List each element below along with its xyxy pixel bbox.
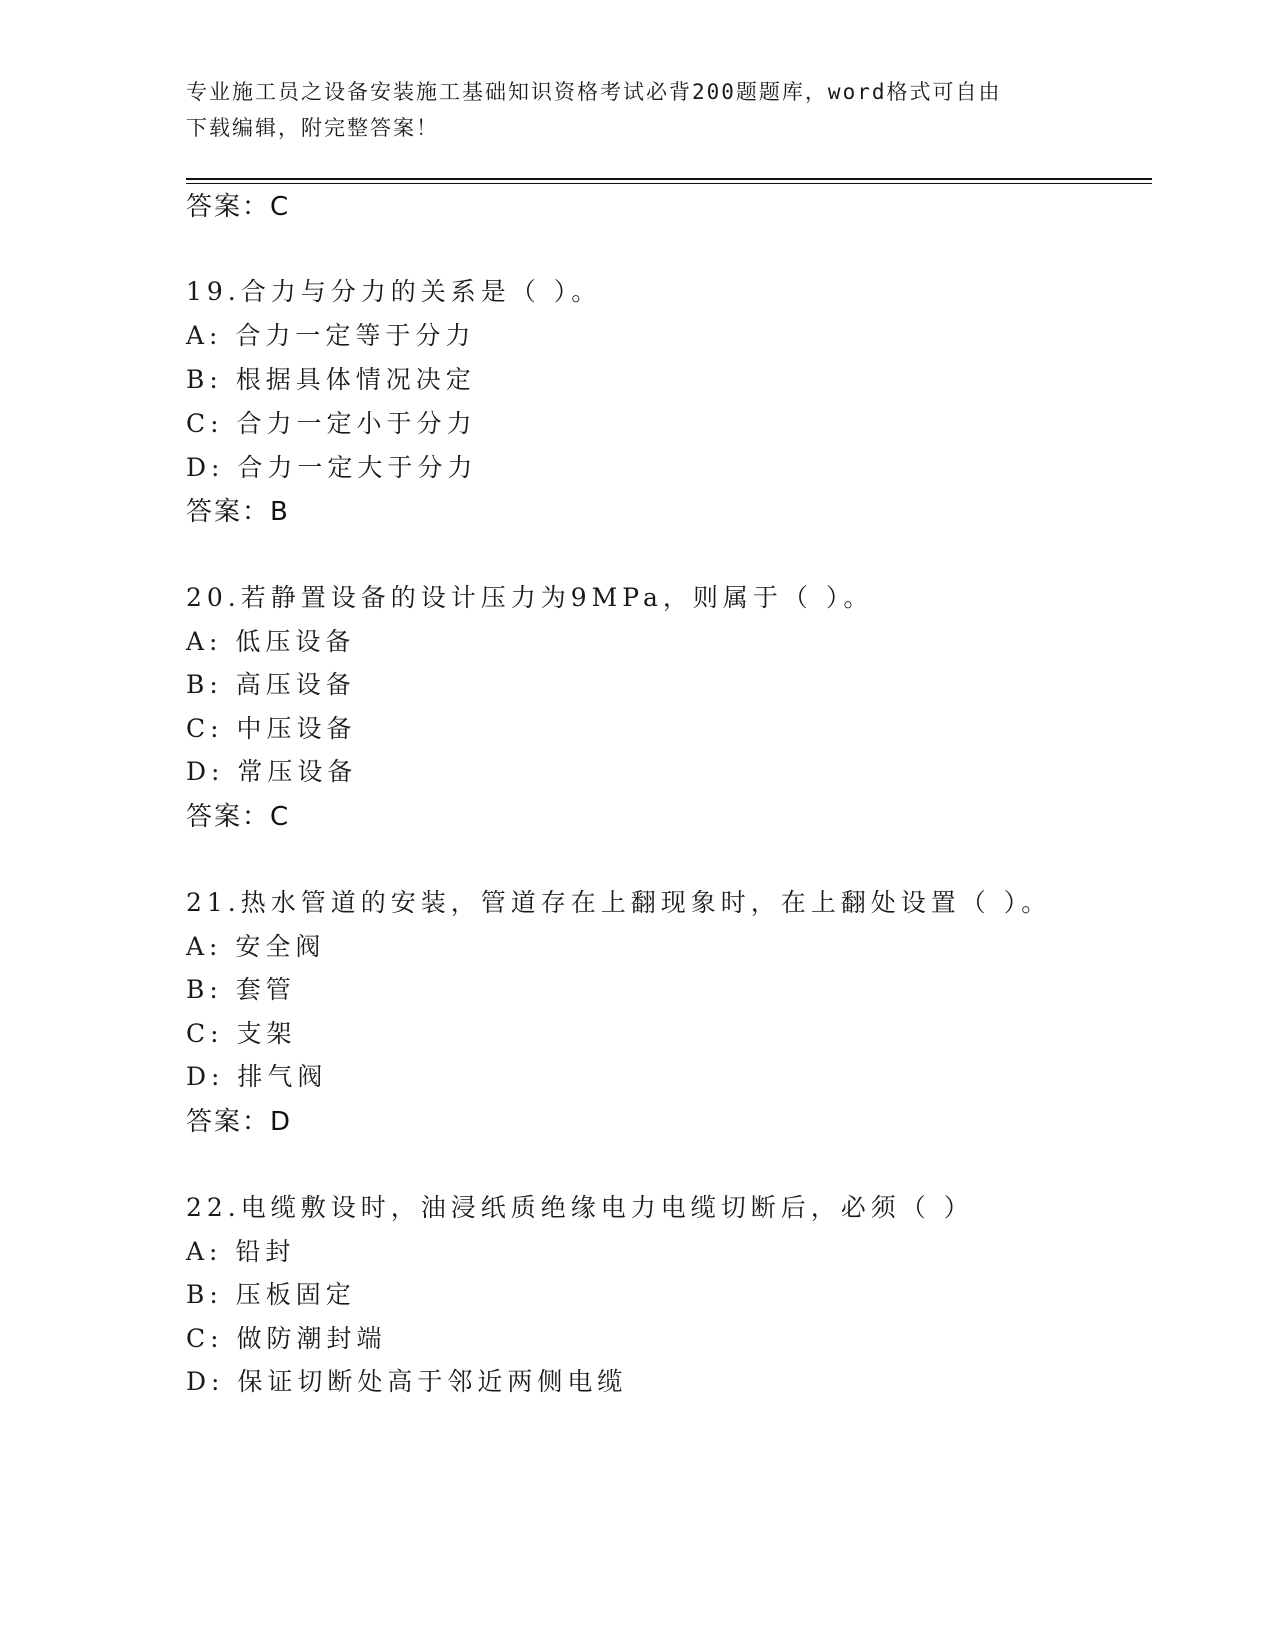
question-21-option-a: A: 安全阀	[186, 932, 326, 961]
page-header	[186, 74, 1066, 146]
answer-prev: 答案：C	[186, 192, 291, 222]
question-20-stem: 20.若静置设备的设计压力为9MPa，则属于（ ）。	[186, 583, 874, 612]
question-19-option-a: A: 合力一定等于分力	[186, 321, 476, 350]
question-19-option-b: B: 根据具体情况决定	[186, 365, 476, 394]
header-rule-thin	[186, 183, 1152, 184]
question-20-answer: 答案：C	[186, 802, 291, 832]
question-21-option-c: C: 支架	[186, 1019, 297, 1048]
question-19-stem: 19.合力与分力的关系是（ ）。	[186, 277, 602, 306]
header-line-2: 下载编辑，附完整答案！	[186, 116, 439, 140]
question-22-option-a: A: 铅封	[186, 1237, 296, 1266]
header-line-1: 专业施工员之设备安装施工基础知识资格考试必背200题题库，word格式可自由	[186, 80, 1002, 104]
question-21-answer: 答案：D	[186, 1107, 293, 1137]
question-20-option-a: A: 低压设备	[186, 627, 356, 656]
question-19-option-d: D: 合力一定大于分力	[186, 453, 478, 482]
question-21-stem: 21.热水管道的安装，管道存在上翻现象时，在上翻处设置（ ）。	[186, 888, 1052, 917]
question-22-option-b: B: 压板固定	[186, 1280, 356, 1309]
question-19-option-c: C: 合力一定小于分力	[186, 409, 477, 438]
question-19-answer: 答案：B	[186, 497, 290, 527]
question-21-option-b: B: 套管	[186, 975, 296, 1004]
question-22-stem: 22.电缆敷设时，油浸纸质绝缘电力电缆切断后，必须（ ）	[186, 1193, 974, 1222]
header-rule-thick	[186, 178, 1152, 180]
question-20-option-b: B: 高压设备	[186, 670, 356, 699]
question-20-option-c: C: 中压设备	[186, 714, 357, 743]
question-20-option-d: D: 常压设备	[186, 757, 358, 786]
question-22-option-c: C: 做防潮封端	[186, 1324, 387, 1353]
question-22-option-d: D: 保证切断处高于邻近两侧电缆	[186, 1367, 628, 1396]
question-21-option-d: D: 排气阀	[186, 1062, 328, 1091]
